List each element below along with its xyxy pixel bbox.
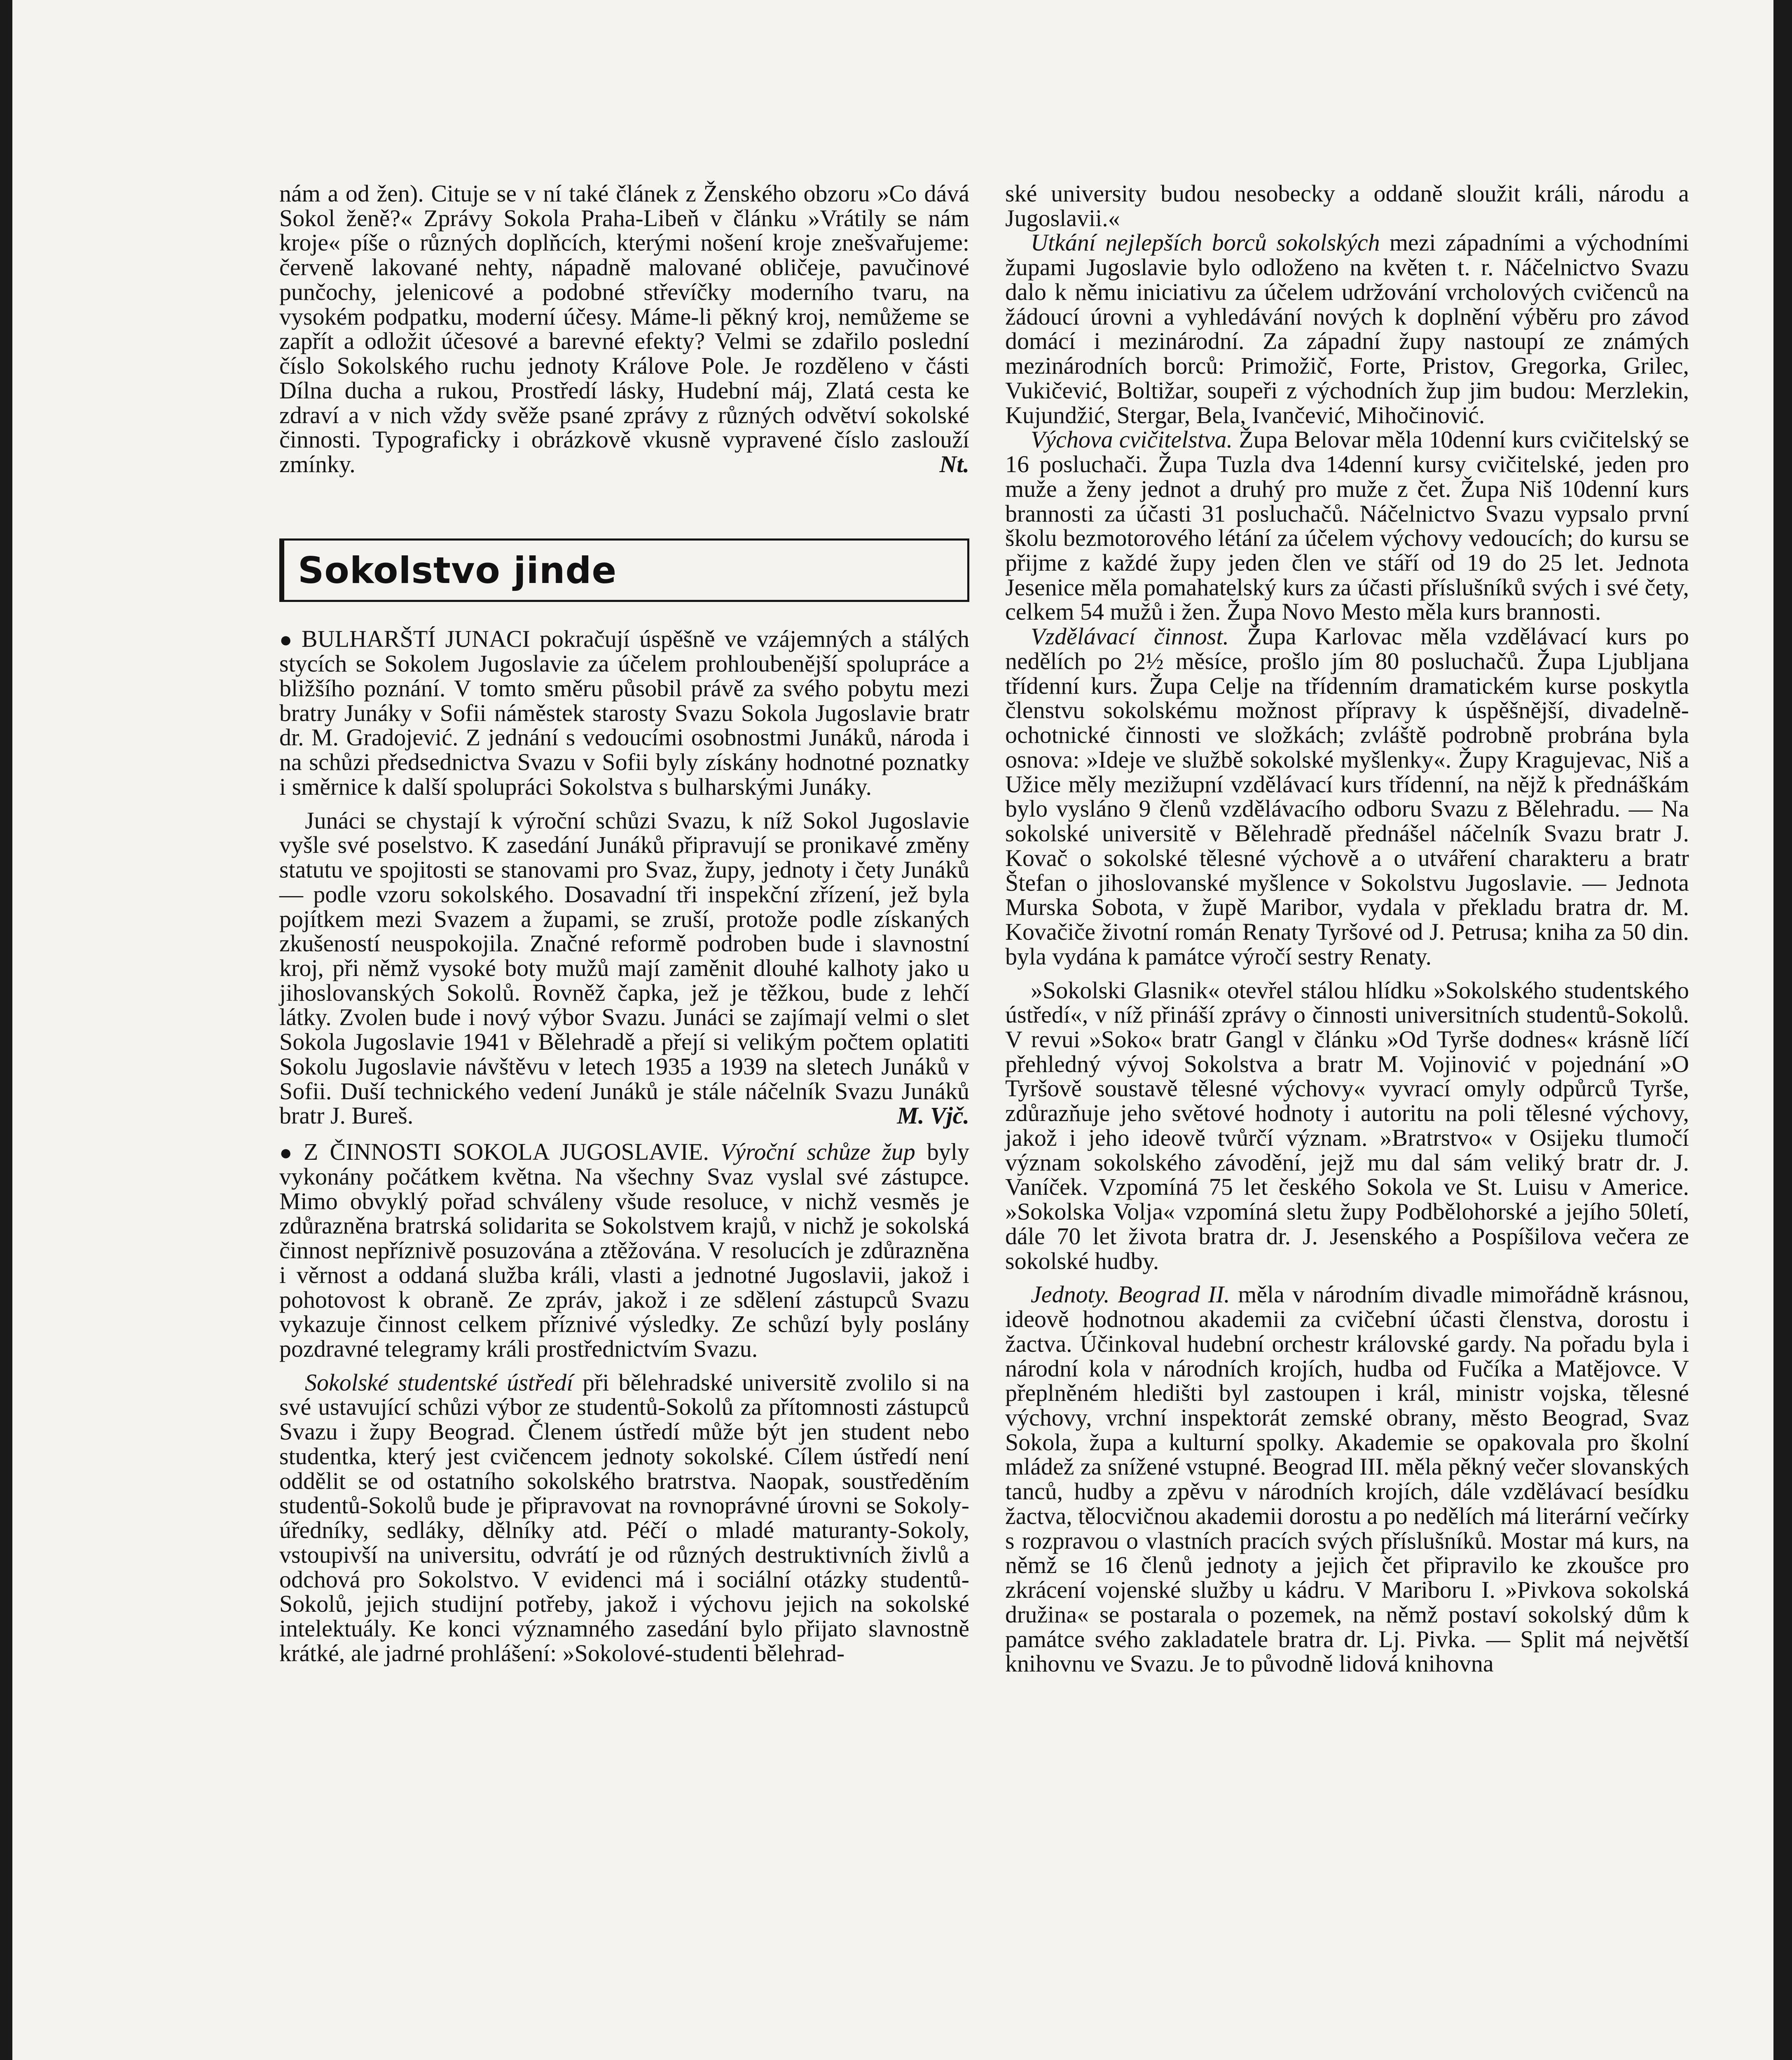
match-italic-lead: Utkání nejlepších borců sokolských bbox=[1031, 229, 1380, 256]
teachers-text: Župa Belovar měla 10denní kurs cvičitelský se 16 posluchači. Župa Tuzla dva 14denní kursy cvičitelské, jeden pro muže a ženy jednot a druhý pro muže z čet. Župa Niš 10denní kurs brannosti za účasti 31 posluchačů. Náčelnictvo Svazu vypsalo první školu bezmotorového létání za účelem výchovy vedoucích; do kursu se přijme z každé župy jeden člen ve stáří od 19 do 25 let. Jednota Jesenice měla pomahatelský kurs za účasti příslušníků svých i své čety, celkem 54 mužů i žen. Župa Novo Mesto měla kurs brannosti. bbox=[1005, 426, 1689, 625]
teachers-paragraph bbox=[1005, 427, 1689, 624]
section-title: Sokolstvo jinde bbox=[298, 549, 617, 592]
bulgaria-text-1: BULHARŠTÍ JUNACI pokračují úspěšně ve vzájemných a stálých stycích se Sokolem Jugoslavie za účelem prohloubenější spolupráce a bližšího poznání. V tomto směru působil právě za svého pobytu mezi bratry Junáky v Sofii náměstek starosty Svazu Sokola Jugoslavie bratr dr. M. Gradojević. Z jednání s vedoucími osobnostmi Junáků, národa i na schůzi předsednictva Svazu v Sofii byly získány hodnotné poznatky i směrnice k další spolupráci Sokolstva s bulharskými Junáky. bbox=[279, 625, 969, 800]
bulgaria-paragraph-1 bbox=[279, 627, 969, 799]
yugoslavia-paragraph bbox=[279, 1140, 969, 1361]
section-header-box bbox=[279, 538, 969, 602]
yugoslavia-heading: Z ČINNOSTI SOKOLA JUGOSLAVIE. bbox=[304, 1138, 709, 1166]
bullet-icon: ● bbox=[279, 628, 296, 652]
yugoslavia-italic-lead: Výroční schůze žup bbox=[720, 1138, 915, 1166]
left-column bbox=[279, 181, 969, 1666]
students-italic-lead: Sokolské studentské ústředí bbox=[305, 1369, 573, 1396]
scan-edge-right bbox=[1773, 0, 1792, 2060]
education-paragraph bbox=[1005, 624, 1689, 969]
match-text: mezi západními a východními župami Jugoslavie bylo odloženo na květen t. r. Náčelnictvo Svazu dalo k němu iniciativu za účelem udržování vrcholových cvičenců na žádoucí úrovni a vyhledávání nových k doplnění výběru pro závod domácí i mezinárodní. Za západní župy nastoupí ze známých mezinárodních borců: Primožič, Forte, Pristov, Gregorka, Grilec, Vukičević, Boltižar, soupeři z východních žup jim budou: Merzlekin, Kujundžić, Stergar, Bela, Ivančević, Mihočinović. bbox=[1005, 229, 1689, 428]
beograd-paragraph bbox=[1005, 1282, 1689, 1676]
bulgaria-signature: M. Vjč. bbox=[897, 1102, 969, 1129]
intro-paragraph bbox=[279, 181, 969, 477]
education-text: Župa Karlovac měla vzdělávací kurs po nedělích po 2½ měsíce, prošlo jím 80 posluchačů. Župa Ljubljana třídenní kurs. Župa Celje na třídenním dramatickém kurse poskytla členstvu sokolskému možnost přípravy k úspěšnější, divadelně-ochotnické činnosti ve složkách; zvláště podrobně probrána byla osnova: »Ideje ve službě sokolské myšlenky«. Župy Kragujevac, Niš a Užice měly mezižupní vzdělávací kurs třídenní, na nějž k přednáškám bylo vysláno 9 členů vzdělávacího odboru Svazu z Bělehradu. — Na sokolské universitě v Bělehradě přednášel náčelník Svazu bratr J. Kovač o sokolské tělesné výchově a o utváření charakteru a bratr Štefan o jihoslovanské myšlence v Sokolstvu Jugoslavie. — Jednota Murska Sobota, v župě Maribor, vydala v překladu bratra dr. M. Kovačiče životní román Renaty Tyršové od J. Petrusa; kniha za 50 din. byla vydána k památce výročí sestry Renaty. bbox=[1005, 623, 1689, 970]
beograd-text: měla v národním divadle mimořádně krásnou, ideově hodnotnou akademii za cvičební účasti členstva, dorostu i žactva. Účinkoval hudební orchestr královské gardy. Na pořadu byla i národní kola v národních krojích, hudba od Fučíka a Matějovce. V přeplněném hledišti byl zastoupen i král, ministr vojska, tělesné výchovy, vrchní inspektorát zemské obrany, město Beograd, Svaz Sokola, župa a kulturní spolky. Akademie se opakovala pro školní mládež za snížené vstupné. Beograd III. měla pěkný večer slovanských tanců, hudby a zpěvu v národních krojích, dále vzdělávací besídku žactva, tělocvičnou akademii dorostu a po nedělích má literární večírky s rozpravou o vlastních pracích svých příslušníků. Mostar má kurs, na němž se 16 členů jednoty a jejich čet připravilo ke zkoušce pro zkrácení vojenské služby u kádru. V Mariboru I. »Pivkova sokolská družina« se postarala o pozemek, na němž postaví sokolský dům k památce svého zakladatele bratra dr. Lj. Pivka. — Split má největší knihovnu ve Svazu. Je to původně lidová knihovna bbox=[1005, 1281, 1689, 1677]
continuation-paragraph: ské university budou nesobecky a oddaně sloužit králi, národu a Jugoslavii.« bbox=[1005, 180, 1689, 232]
students-paragraph bbox=[279, 1370, 969, 1666]
bullet-icon: ● bbox=[279, 1141, 298, 1165]
scan-edge-left bbox=[0, 0, 12, 2060]
yugoslavia-text: byly vykonány počátkem května. Na všechny Svaz vyslal své zástupce. Mimo obvyklý pořad schváleny všude resoluce, v nichž vesměs je zdůrazněna bratrská solidarita se Sokolstvem krajů, v nichž je sokolská činnost nepříznivě posuzována a ztěžována. V resolucích je zdůrazněna i věrnost a oddaná služba králi, vlasti a jednotné Jugoslavii, jakož i pohotovost k obraně. Ze zpráv, jakož i ze sdělení zástupců Svazu vykazuje činnost celkem příznivé výsledky. Ze schůzí byly poslány pozdravné telegramy králi prostřednictvím Svazu. bbox=[279, 1138, 969, 1362]
students-text: při bělehradské universitě zvolilo si na své ustavující schůzi výbor ze studentů-Sokolů za přítomnosti zástupců Svazu i župy Beograd. Členem ústředí může být jen student nebo studentka, který jest cvičencem jednoty sokolské. Cílem ústředí není oddělit se od ostatního sokolského bratrstva. Naopak, soustředěním studentů-Sokolů bude je připravovat na rovnoprávné úrovni se Sokoly-úředníky, sedláky, dělníky atd. Péčí o mladé maturanty-Sokoly, vstoupivší na universitu, odvrátí je od různých destruktivních živlů a odchová pro Sokolstvo. V evidenci má i sociální otázky studentů-Sokolů, jejich studijní potřeby, jakož i výchovu jejich na sokolské intelektuály. Ke konci významného zasedání bylo přijato slavnostně krátké, ale jadrné prohlášení: »Sokolové-studenti bělehrad- bbox=[279, 1369, 969, 1667]
bulgaria-text-2: Junáci se chystají k výroční schůzi Svazu, k níž Sokol Jugoslavie vyšle své poselstvo. K zasedání Junáků připravují se pronikavé změny statutu ve spojitosti se stanovami pro Svaz, župy, jednoty i čety Junáků — podle vzoru sokolského. Dosavadní tři inspekční zřízení, jež byla pojítkem mezi Svazem a župami, se zruší, protože podle získaných zkušeností neuspokojila. Značné reformě podroben bude i slavnostní kroj, při němž vysoké boty mužů mají zaměnit dlouhé kalhoty jako u jihoslovanských Sokolů. Rovněž čapka, jež je těžkou, bude z lehčí látky. Zvolen bude i nový výbor Svazu. Junáci se zajímají velmi o slet Sokola Jugoslavie 1941 v Bělehradě a přejí si velikým počtem oplatiti Sokolu Jugoslavie návštěvu v letech 1935 a 1939 na sletech Junáků v Sofii. Duší technického vedení Junáků je stále náčelník Svazu Junáků bratr J. Bureš. bbox=[279, 807, 969, 1129]
intro-text: nám a od žen). Cituje se v ní také článek z Ženského obzoru »Co dává Sokol ženě?« Zprávy Sokola Praha-Libeň v článku »Vrátily se nám kroje« píše o různých doplňcích, kterými nošení kroje znešvařujeme: červeně lakované nehty, nápadně malované obličeje, pavučinové punčochy, jelenicové a podobné střevíčky moderního tvaru, na vysokém podpatku, moderní účesy. Máme-li pěkný kroj, nemůžeme se zapřít a odložit účesové a barevné efekty? Velmi se zdařilo poslední číslo Sokolského ruchu jednoty Králove Pole. Je rozděleno v části Dílna ducha a rukou, Prostředí lásky, Hudební máj, Zlatá cesta ke zdraví a v nich vždy svěže psané zprávy z různých odvětví sokolské činnosti. Typograficky i obrázkově vkusně vypravené číslo zaslouží zmínky. bbox=[279, 180, 969, 478]
intro-signature: Nt. bbox=[939, 451, 969, 478]
glasnik-paragraph: »Sokolski Glasnik« otevřel stálou hlídku »Sokolského studentského ústředí«, v níž přináší zprávy o činnosti universitních studentů-Sokolů. V revui »Soko« bratr Gangl v článku »Od Tyrše dodnes« krásně líčí přehledný vývoj Sokolstva a bratr M. Vojinović v pojednání »O Tyršově soustavě tělesné výchovy« vyvrací omyly odpůrců Tyrše, zdůrazňuje jeho světové hodnoty i autoritu na poli tělesné výchovy, jakož i jeho ideově tvůrčí význam. »Bratrstvo« v Osijeku tlumočí význam sokolského závodění, jejž mu dal sám veliký bratr dr. J. Vaníček. Vzpomíná 75 let českého Sokola ve St. Luisu v Americe. »Sokolska Volja« vzpomíná sletu župy Podbělohorské a jejího 50letí, dále 70 let života bratra dr. J. Jesenského a Pospíšilova večera ze sokolské hudby. bbox=[1005, 976, 1689, 1274]
match-paragraph bbox=[1005, 230, 1689, 427]
education-italic-lead: Vzdělávací činnost. bbox=[1031, 623, 1229, 650]
beograd-italic-lead: Jednoty. Beograd II. bbox=[1031, 1281, 1230, 1308]
teachers-italic-lead: Výchova cvičitelstva. bbox=[1031, 426, 1233, 453]
bulgaria-paragraph-2 bbox=[279, 808, 969, 1128]
right-column bbox=[1005, 181, 1689, 1676]
